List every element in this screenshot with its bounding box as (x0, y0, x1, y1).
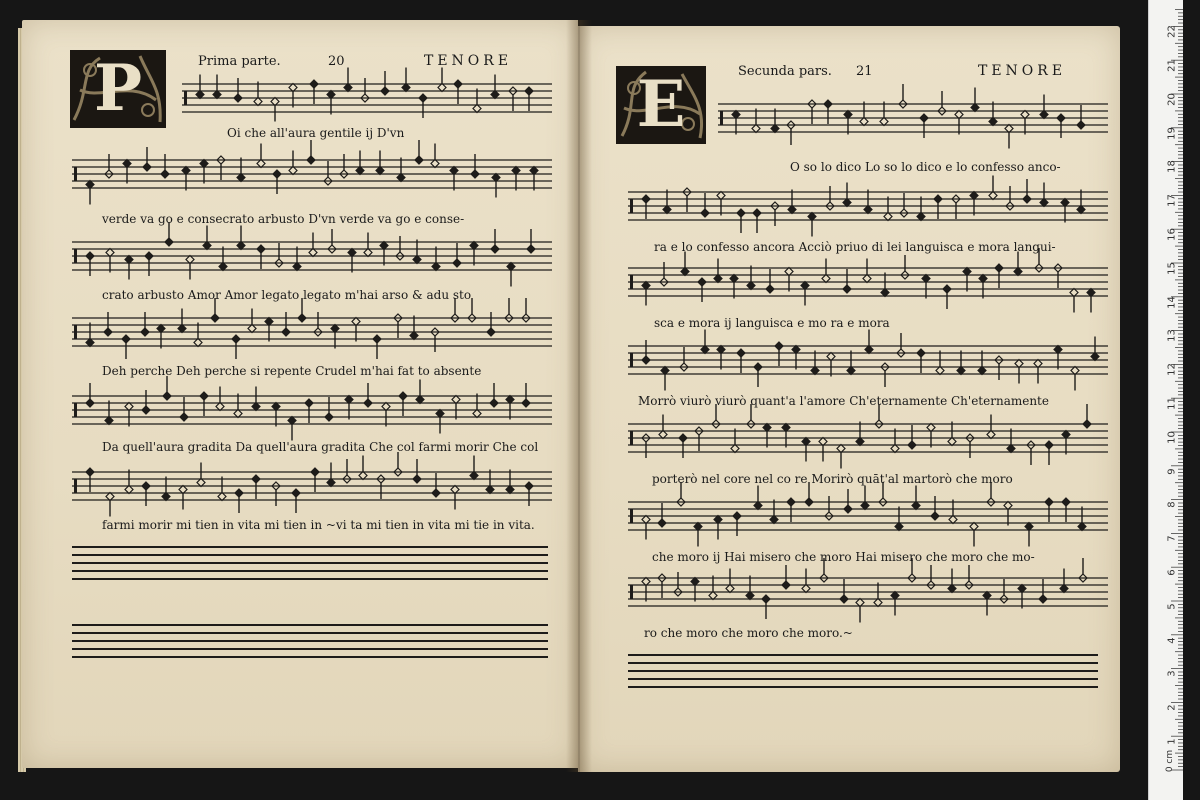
lyric-r3: Morrò viurò viurò quant'a l'amore Ch'eternamente Ch'eternamente (638, 394, 1049, 408)
page-number: 21 (856, 64, 873, 79)
initial-letter: E (636, 67, 686, 142)
voice-label: TENORE (978, 63, 1067, 79)
staff-l3 (72, 312, 552, 356)
voice-label: TENORE (424, 53, 513, 69)
lyric-r0: O so lo dico Lo so lo dico e lo confesso anco- (790, 160, 1061, 174)
staff-r6 (628, 572, 1108, 616)
right-page (578, 26, 1120, 772)
staff-l2 (72, 236, 552, 280)
section-label: Prima parte. (198, 54, 281, 69)
staff-l1 (72, 154, 552, 198)
blank-staff-r7 (628, 654, 1098, 694)
staff-r5 (628, 496, 1108, 540)
lyric-l0: Oi che all'aura gentile ij D'vn (227, 126, 405, 140)
lyric-l2: crato arbusto Amor Amor legato legato m'hai arso & adu sto (102, 288, 472, 302)
staff-r4 (628, 418, 1108, 462)
ruler-unit: 0 cm (1165, 749, 1175, 773)
lyric-r6: ro che moro che moro che moro.~ (644, 626, 853, 640)
ruler-label: 17 (1166, 194, 1178, 208)
measuring-ruler (1148, 0, 1183, 800)
lyric-r1: ra e lo confesso ancora Acciò priuo di lei languisca e mora langui- (654, 240, 1056, 254)
ruler-label: 6 (1166, 569, 1178, 576)
decorated-initial-left (70, 50, 166, 128)
ruler-label: 7 (1166, 535, 1178, 542)
lyric-r2: sca e mora ij languisca e mo ra e mora (654, 316, 890, 330)
lyric-l3: Deh perche Deh perche si repente Crudel m'hai fat to absente (102, 364, 482, 378)
open-book (18, 20, 1120, 780)
ruler-label: 21 (1166, 59, 1178, 72)
blank-staff-l6 (72, 546, 548, 586)
ruler-label: 19 (1166, 126, 1178, 140)
staff-l5 (72, 466, 552, 510)
ruler-label: 9 (1166, 467, 1178, 475)
left-page (22, 20, 578, 768)
ruler-label: 4 (1166, 636, 1178, 644)
lyric-r5: che moro ij Hai misero che moro Hai misero che moro che mo- (652, 550, 1035, 564)
staff-r2 (628, 262, 1108, 306)
ruler-label: 2 (1166, 704, 1178, 711)
ruler-label: 13 (1166, 329, 1178, 343)
lyric-l5: farmi morir mi tien in vita mi tien in ~vi ta mi tien in vita mi tie in vita. (102, 518, 535, 532)
staff-l0 (182, 78, 552, 122)
ruler-label: 12 (1166, 363, 1178, 377)
staff-r1 (628, 186, 1108, 230)
decorated-initial-right (616, 66, 706, 144)
ruler-label: 3 (1166, 670, 1178, 678)
ruler-label: 8 (1166, 501, 1178, 509)
ruler-label: 10 (1166, 430, 1178, 444)
ruler-label: 20 (1166, 92, 1178, 106)
section-label: Secunda pars. (738, 64, 832, 79)
ruler-label: 16 (1166, 228, 1178, 241)
lyric-l4: Da quell'aura gradita Da quell'aura gradita Che col farmi morir Che col (102, 440, 539, 454)
ruler-label: 14 (1166, 295, 1178, 309)
lyric-r4: porterò nel core nel co re Morirò quāt'al martorò che moro (652, 472, 1013, 486)
ruler-label: 22 (1166, 25, 1178, 39)
book-gutter (566, 20, 592, 772)
blank-staff-l7 (72, 624, 548, 664)
ruler-label: 15 (1166, 261, 1178, 275)
ruler-label: 1 (1166, 738, 1178, 745)
initial-letter: P (93, 51, 143, 126)
ruler-label: 18 (1166, 160, 1178, 174)
page-number: 20 (328, 54, 345, 69)
lyric-l1: verde va go e consecrato arbusto D'vn verde va go e conse- (102, 212, 465, 226)
staff-r3 (628, 340, 1108, 384)
staff-l4 (72, 390, 552, 434)
ruler-label: 11 (1166, 397, 1178, 410)
ruler-label: 5 (1166, 603, 1178, 610)
staff-r0 (718, 98, 1108, 142)
